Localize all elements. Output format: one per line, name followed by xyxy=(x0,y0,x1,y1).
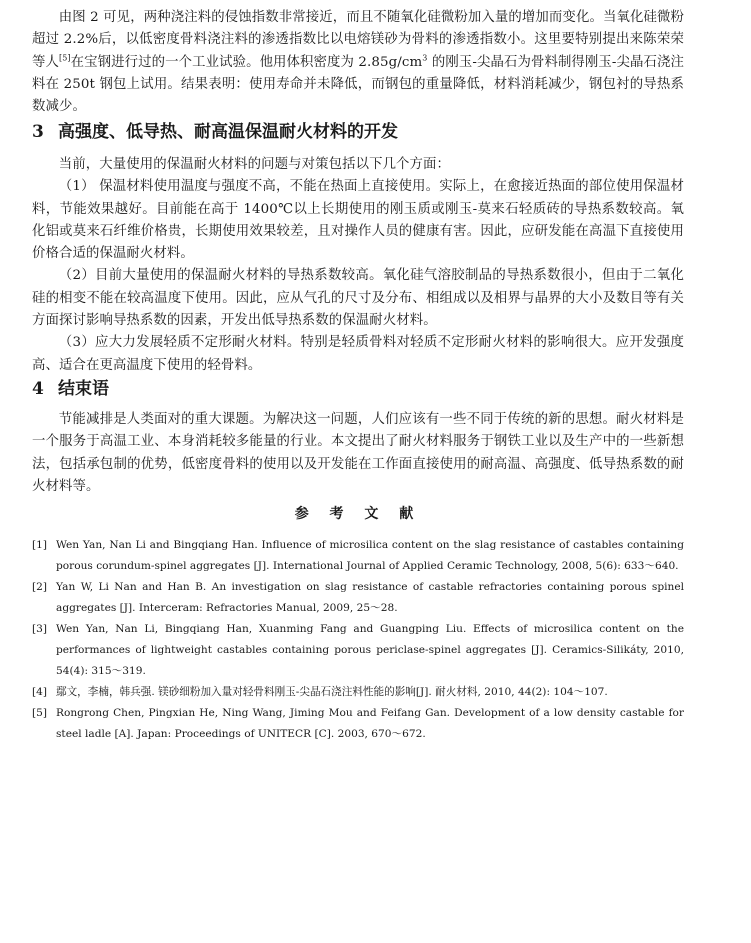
reference-number: [2] xyxy=(32,581,48,593)
section-3-paragraph: 当前，大量使用的保温耐火材料的问题与对策包括以下几个方面： xyxy=(58,157,451,172)
section-3-body xyxy=(32,154,684,377)
reference-text: Wen Yan, Nan Li, Bingqiang Han, Xuanming Fang and Guangping Liu. Effects of microsilica content on the performances of lightweight castables containing porous periclase-spinel aggregates [J]. Ceramics-Silikáty, 2010, 54(4): 315～319. xyxy=(56,623,684,677)
section-4-title: 结束语 xyxy=(58,379,109,399)
section-3-number: 3 xyxy=(32,122,44,142)
reference-number: [5] xyxy=(32,707,48,719)
reference-item xyxy=(32,535,684,577)
section-4-paragraph: 节能减排是人类面对的重大课题。为解决这一问题，人们应该有一些不同于传统的新的思想。耐火材料是一个服务于高温工业、本身消耗较多能量的行业。本文提出了耐火材料服务于钢铁工业以及生产中的一些新想法，包括承包制的优势，低密度骨料的使用以及开发能在工作面直接使用的耐高温、高强度、低导热系数的耐火材料等。 xyxy=(32,412,684,494)
intro-text-b: 在宝钢进行过的一个工业试验。他用体积密度为 2.85g/cm xyxy=(70,54,423,70)
references-heading: 参 考 文 献 xyxy=(294,506,422,522)
reference-text: Wen Yan, Nan Li and Bingqiang Han. Influence of microsilica content on the slag resistance of castables containing porous corundum-spinel aggregates [J]. International Journal of Applied Ceramic Technology, 2008, 5(6): 633～640. xyxy=(56,539,684,572)
intro-text-a: 由图 2 可见，两种浇注料的侵蚀指数非常接近，而且不随氧化硅微粉加入量的增加而变化。当氧化硅微粉超过 2.2%后，以低密度骨料浇注料的渗透指数比以电熔镁砂为骨料的渗透指数小。这里要特别提出来陈荣荣等人 xyxy=(32,10,684,70)
reference-text: Yan W, Li Nan and Han B. An investigation on slag resistance of castable refractories containing porous spinel aggregates [J]. Interceram: Refractories Manual, 2009, 25～28. xyxy=(56,581,684,614)
section-3-paragraph: （3）应大力发展轻质不定形耐火材料。特别是轻质骨料对轻质不定形耐火材料的影响很大。应开发强度高、适合在更高温度下使用的轻骨料。 xyxy=(32,335,684,373)
reference-text: 鄢文，李楠，韩兵强. 镁砂细粉加入量对轻骨料刚玉-尖晶石浇注料性能的影响[J]. 耐火材料, 2010, 44(2): 104～107. xyxy=(56,686,608,698)
section-3-title: 高强度、低导热、耐高温保温耐火材料的开发 xyxy=(58,122,398,142)
reference-item xyxy=(32,682,684,703)
intro-text-c: 的刚玉-尖晶石为骨料制得刚玉-尖晶石浇注料在 250t 钢包上试用。结果表明：使用寿命并未降低，而钢包的重量降低，材料消耗减少，钢包衬的导热系数减少。 xyxy=(32,54,685,115)
section-3-paragraph: （1） 保温材料使用温度与强度不高，不能在热面上直接使用。实际上，在愈接近热面的部位使用保温材料，节能效果越好。目前能在高于 1400℃以上长期使用的刚玉质或刚玉-莫来石轻质砖的导热系数较高。氧化铝或莫来石纤维价格贵，长期使用效果较差，且对操作人员的健康有害。因此，应研发能在高温下直接使用价格合适的保温耐火材料。 xyxy=(32,179,684,262)
section-3-heading xyxy=(32,120,398,144)
reference-item xyxy=(32,619,684,682)
section-4-heading xyxy=(32,377,109,401)
section-4-number: 4 xyxy=(32,379,44,399)
reference-text: Rongrong Chen, Pingxian He, Ning Wang, Jiming Mou and Feifang Gan. Development of a low density castable for steel ladle [A]. Japan: Proceedings of UNITECR [C]. 2003, 670～672. xyxy=(56,707,684,740)
section-3-paragraph: （2）目前大量使用的保温耐火材料的导热系数较高。氧化硅气溶胶制品的导热系数很小，但由于二氧化硅的相变不能在较高温度下使用。因此，应从气孔的尺寸及分布、相组成以及相界与晶界的大小及数目等有关方面探讨影响导热系数的因素，开发出低导热系数的保温耐火材料。 xyxy=(32,268,684,329)
reference-number: [1] xyxy=(32,539,48,551)
reference-item xyxy=(32,577,684,619)
reference-number: [3] xyxy=(32,623,48,635)
unit-superscript: 3 xyxy=(422,53,428,63)
citation-ref-5[interactable]: [5] xyxy=(59,53,71,63)
reference-number: [4] xyxy=(32,686,48,698)
section-4-body xyxy=(32,409,684,498)
reference-item xyxy=(32,703,684,745)
intro-paragraph xyxy=(32,7,684,118)
reference-list xyxy=(32,535,684,745)
